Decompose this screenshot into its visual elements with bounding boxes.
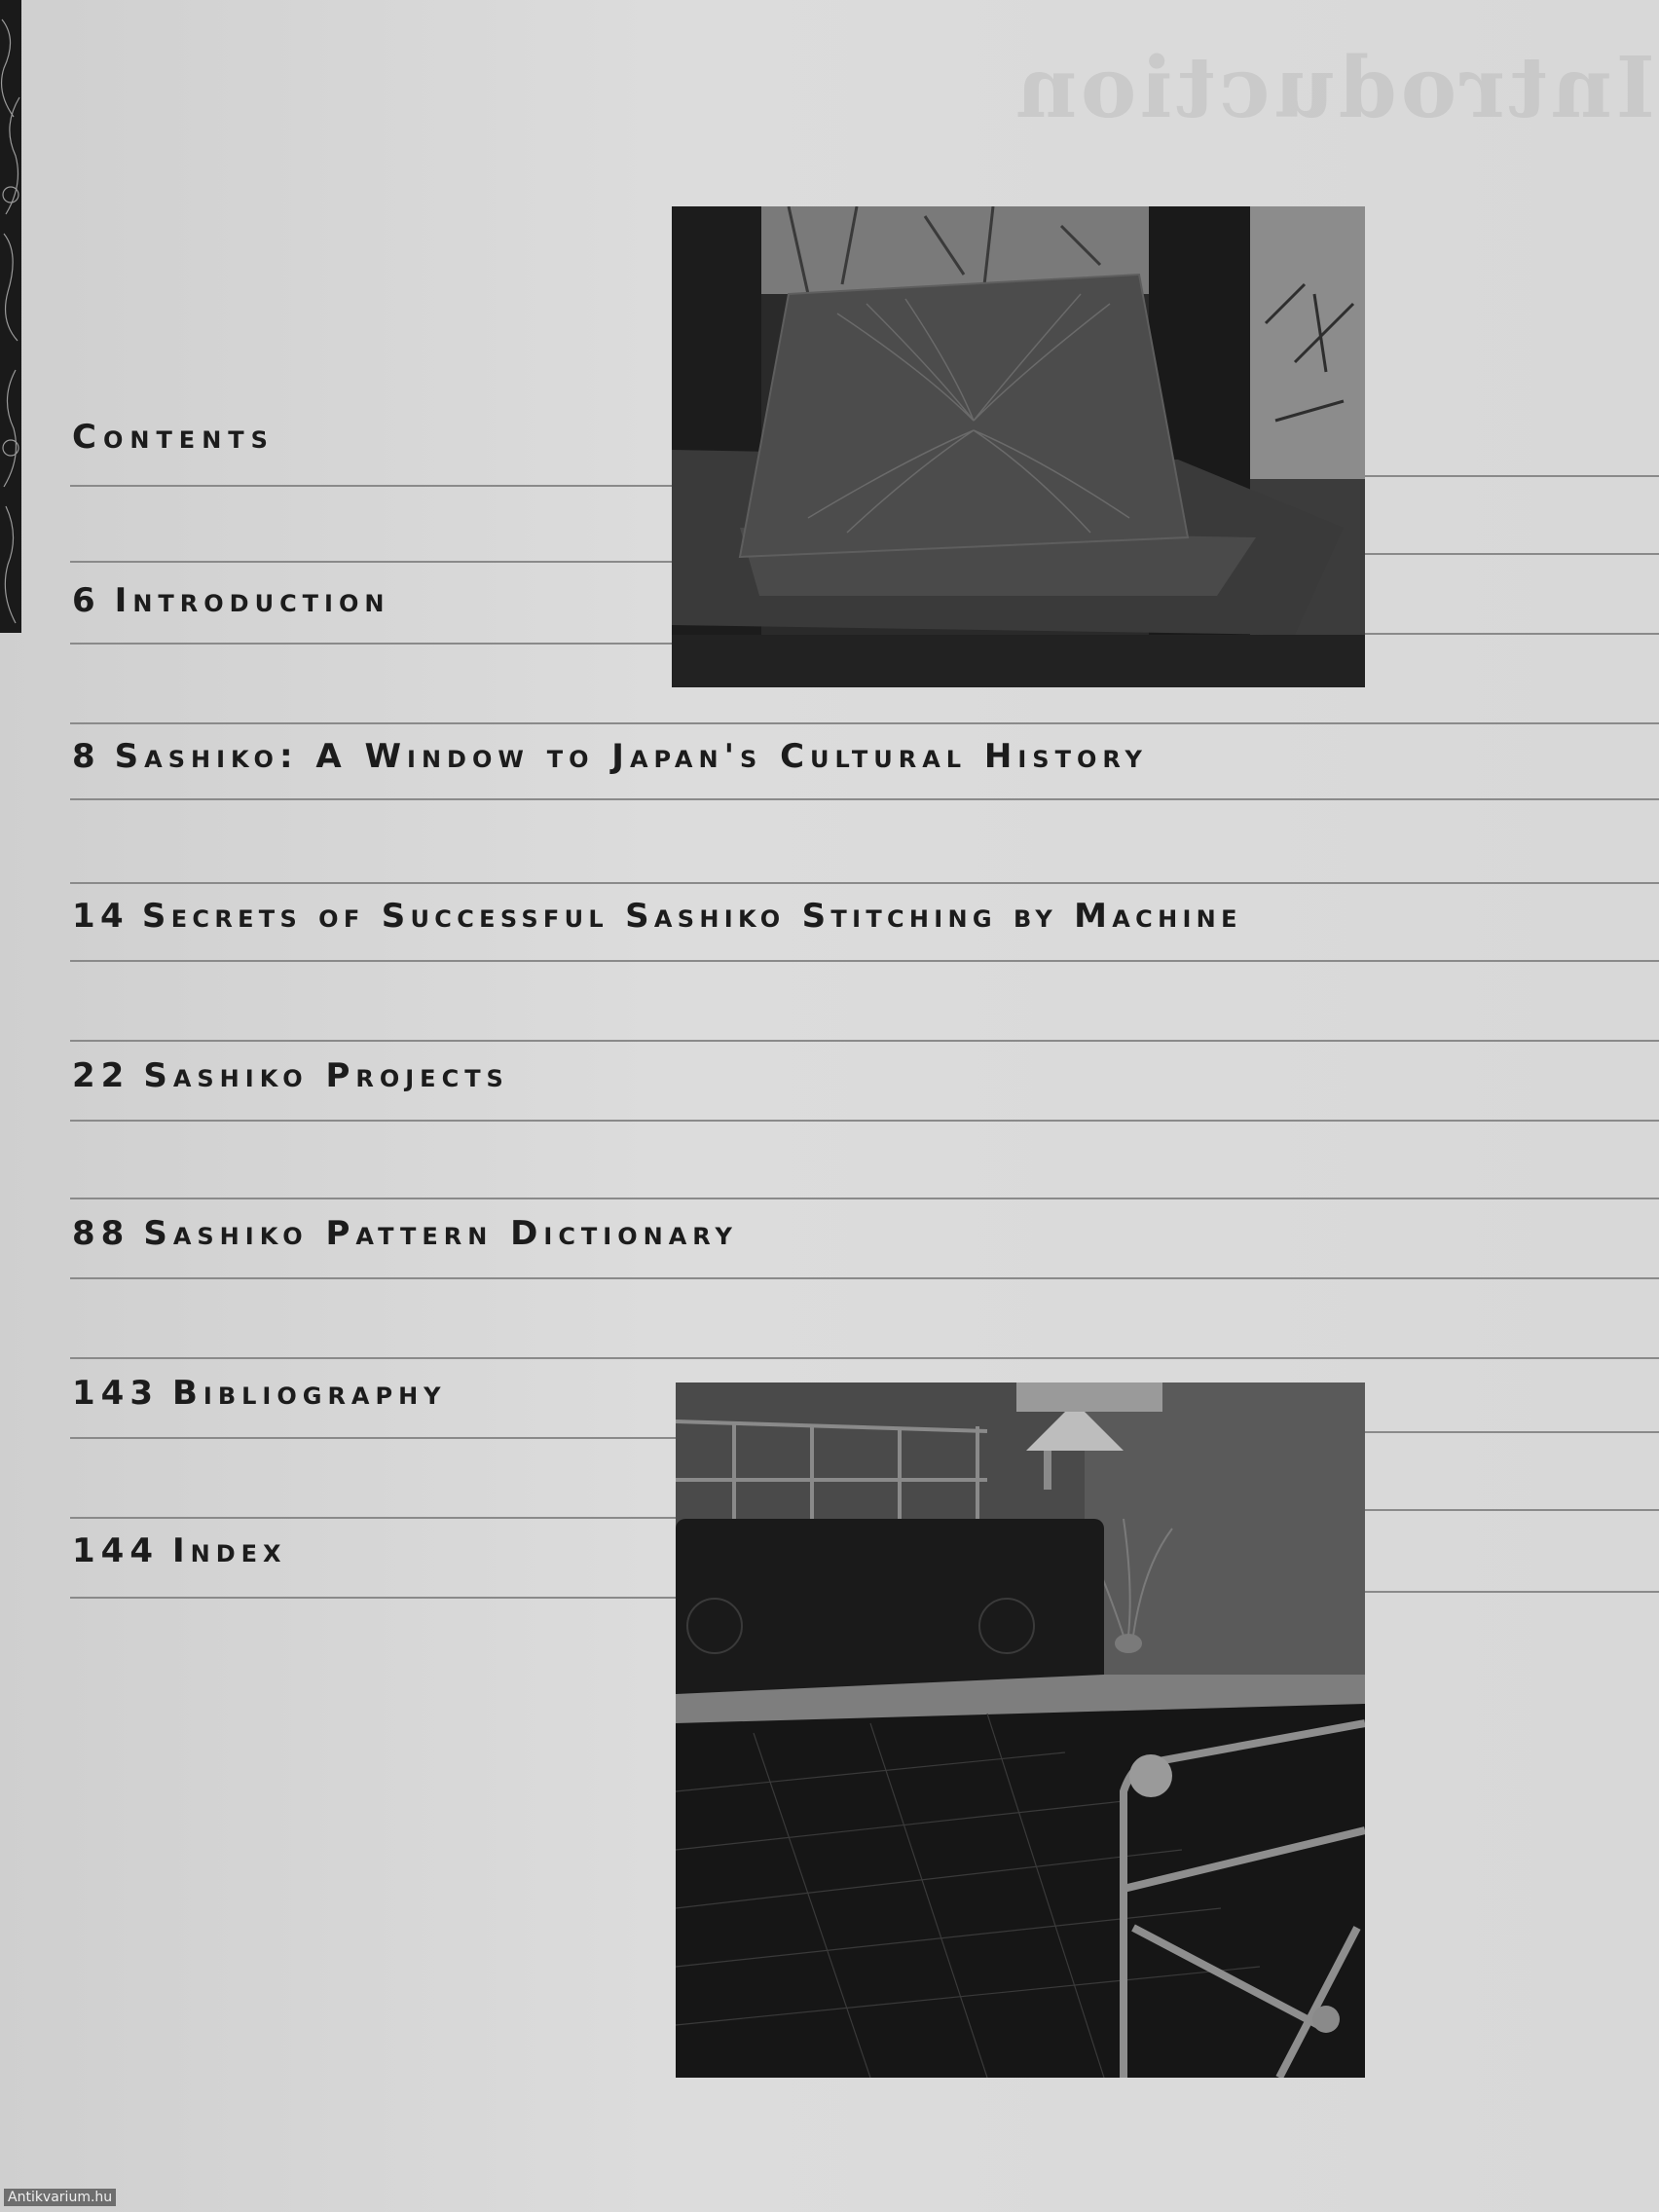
- toc-page-number: 8: [72, 737, 101, 776]
- toc-page-number: 143: [72, 1374, 159, 1413]
- ruled-line: [70, 561, 672, 563]
- ruled-line: [70, 722, 1659, 724]
- ruled-line: [1365, 633, 1659, 635]
- contents-heading: Contents: [72, 418, 275, 457]
- watermark-credit: Antikvarium.hu: [4, 2189, 116, 2206]
- ruled-line: [70, 1517, 676, 1519]
- ruled-line: [70, 882, 1659, 884]
- toc-title: Index: [171, 1531, 287, 1570]
- ruled-line: [70, 1120, 1659, 1122]
- toc-title: Sashiko Pattern Dictionary: [143, 1214, 738, 1253]
- toc-page-number: 14: [72, 897, 129, 936]
- decorative-pattern-strip: [0, 0, 21, 633]
- bedroom-photo: [676, 1382, 1365, 2078]
- ruled-line: [1365, 1509, 1659, 1511]
- toc-page-number: 144: [72, 1531, 159, 1570]
- ruled-line: [1365, 1591, 1659, 1593]
- toc-page-number: 88: [72, 1214, 130, 1253]
- ruled-line: [70, 1437, 676, 1439]
- toc-entry-bibliography[interactable]: [72, 1374, 447, 1413]
- toc-title: Introduction: [114, 581, 390, 620]
- ruled-line: [70, 1597, 676, 1599]
- ruled-line: [1365, 1431, 1659, 1433]
- toc-entry-index[interactable]: [72, 1531, 287, 1570]
- toc-title: Bibliography: [171, 1374, 447, 1413]
- toc-page-number: 22: [72, 1056, 130, 1095]
- cushion-photo: [672, 206, 1365, 687]
- ruled-line: [70, 960, 1659, 962]
- toc-title: Sashiko: A Window to Japan's Cultural History: [114, 737, 1148, 776]
- toc-title: Sashiko Projects: [143, 1056, 509, 1095]
- toc-page-number: 6: [72, 581, 101, 620]
- toc-entry-cultural-history[interactable]: [72, 737, 1148, 776]
- toc-entry-machine-stitching[interactable]: [72, 897, 1242, 936]
- ruled-line: [1365, 553, 1659, 555]
- ruled-line: [70, 643, 672, 645]
- toc-title: Secrets of Successful Sashiko Stitching by Machine: [141, 897, 1242, 936]
- bleed-through-title: Introduction: [1012, 39, 1655, 137]
- ruled-line: [70, 485, 672, 487]
- ruled-line: [70, 1040, 1659, 1042]
- ruled-line: [70, 1357, 1659, 1359]
- toc-entry-pattern-dictionary[interactable]: [72, 1214, 738, 1253]
- ruled-line: [70, 1198, 1659, 1199]
- ruled-line: [70, 798, 1659, 800]
- ruled-line: [1365, 475, 1659, 477]
- toc-entry-introduction[interactable]: [72, 581, 390, 620]
- ruled-line: [70, 1277, 1659, 1279]
- toc-entry-projects[interactable]: [72, 1056, 509, 1095]
